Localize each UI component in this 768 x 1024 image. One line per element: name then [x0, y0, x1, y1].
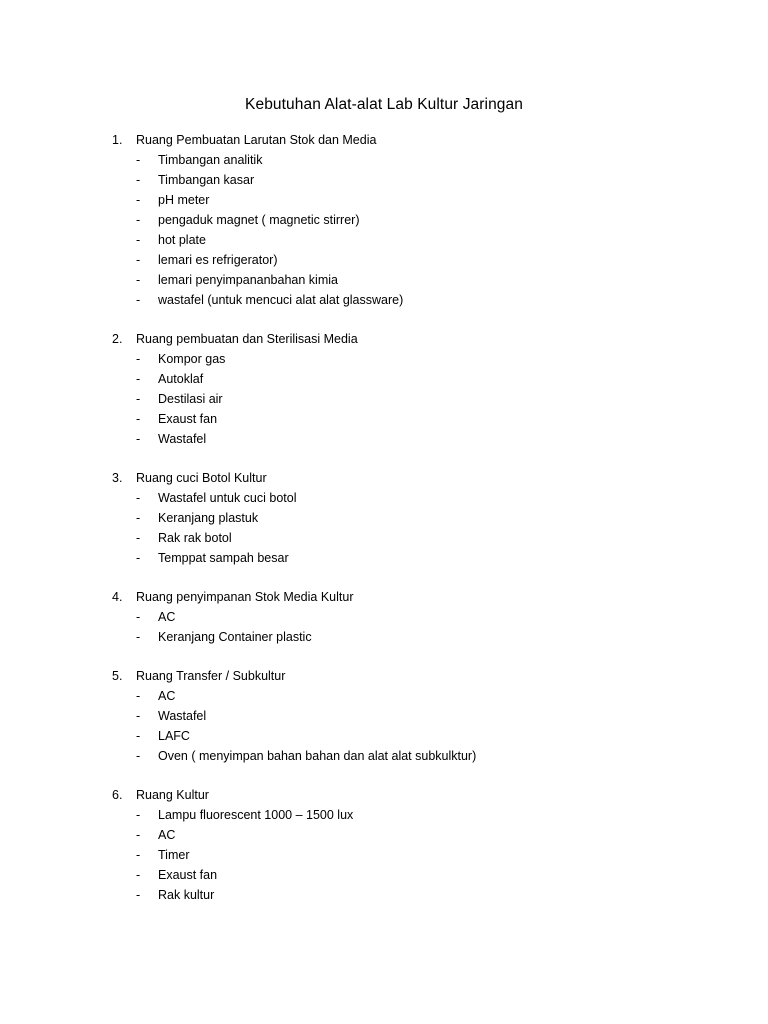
section-title: Ruang Transfer / Subkultur: [136, 669, 286, 683]
list-item: [0, 270, 768, 290]
list-item-text: Autoklaf: [158, 372, 204, 386]
list-item: [0, 548, 768, 568]
bullet-dash: -: [136, 808, 141, 822]
list-item: [0, 429, 768, 449]
list-item: [0, 150, 768, 170]
bullet-dash: -: [136, 729, 141, 743]
bullet-dash: -: [136, 610, 141, 624]
section-number: 6.: [112, 788, 123, 802]
bullet-dash: -: [136, 432, 141, 446]
bullet-dash: -: [136, 630, 141, 644]
bullet-dash: -: [136, 551, 141, 565]
bullet-dash: -: [136, 848, 141, 862]
section-heading: [0, 785, 768, 805]
list-item: [0, 210, 768, 230]
section-title: Ruang penyimpanan Stok Media Kultur: [136, 590, 354, 604]
section-list: [0, 130, 768, 924]
list-item-text: AC: [158, 610, 176, 624]
list-item: [0, 746, 768, 766]
section: [0, 468, 768, 568]
section-title: Ruang Kultur: [136, 788, 209, 802]
list-item-text: Rak rak botol: [158, 531, 232, 545]
list-item: [0, 726, 768, 746]
list-item-text: Wastafel: [158, 432, 207, 446]
list-item: [0, 409, 768, 429]
section-number: 5.: [112, 669, 123, 683]
section: [0, 329, 768, 449]
list-item-text: Exaust fan: [158, 868, 218, 882]
list-item: [0, 805, 768, 825]
bullet-dash: -: [136, 412, 141, 426]
list-item: [0, 488, 768, 508]
list-item-text: Keranjang plastuk: [158, 511, 259, 525]
bullet-dash: -: [136, 352, 141, 366]
list-item: [0, 686, 768, 706]
section: [0, 130, 768, 310]
list-item: [0, 190, 768, 210]
list-item: [0, 170, 768, 190]
bullet-dash: -: [136, 888, 141, 902]
list-item-text: pengaduk magnet ( magnetic stirrer): [158, 213, 360, 227]
list-item: [0, 230, 768, 250]
list-item: [0, 885, 768, 905]
list-item-text: AC: [158, 689, 176, 703]
list-item-text: Oven ( menyimpan bahan bahan dan alat alat subkulktur): [158, 749, 477, 763]
list-item-text: lemari penyimpananbahan kimia: [158, 273, 338, 287]
section-number: 2.: [112, 332, 123, 346]
list-item-text: pH meter: [158, 193, 210, 207]
section-number: 1.: [112, 133, 123, 147]
list-item-text: Wastafel untuk cuci botol: [158, 491, 297, 505]
bullet-dash: -: [136, 293, 141, 307]
bullet-dash: -: [136, 709, 141, 723]
list-item: [0, 528, 768, 548]
section: [0, 587, 768, 647]
list-item: [0, 865, 768, 885]
bullet-dash: -: [136, 531, 141, 545]
section-heading: [0, 468, 768, 488]
bullet-dash: -: [136, 689, 141, 703]
list-item-text: LAFC: [158, 729, 190, 743]
list-item: [0, 627, 768, 647]
section-number: 3.: [112, 471, 123, 485]
list-item: [0, 290, 768, 310]
bullet-dash: -: [136, 213, 141, 227]
section-title: Ruang cuci Botol Kultur: [136, 471, 267, 485]
list-item-text: Timbangan kasar: [158, 173, 255, 187]
list-item-text: Rak kultur: [158, 888, 215, 902]
section-heading: [0, 666, 768, 686]
list-item-text: Timer: [158, 848, 190, 862]
section-title: Ruang Pembuatan Larutan Stok dan Media: [136, 133, 377, 147]
list-item-text: Timbangan analitik: [158, 153, 263, 167]
list-item-text: Exaust fan: [158, 412, 218, 426]
list-item-text: Kompor gas: [158, 352, 226, 366]
bullet-dash: -: [136, 511, 141, 525]
list-item: [0, 250, 768, 270]
document-title: Kebutuhan Alat-alat Lab Kultur Jaringan: [245, 96, 523, 113]
list-item: [0, 508, 768, 528]
bullet-dash: -: [136, 153, 141, 167]
list-item: [0, 845, 768, 865]
list-item-text: Destilasi air: [158, 392, 223, 406]
bullet-dash: -: [136, 372, 141, 386]
bullet-dash: -: [136, 491, 141, 505]
bullet-dash: -: [136, 273, 141, 287]
bullet-dash: -: [136, 749, 141, 763]
list-item: [0, 389, 768, 409]
list-item: [0, 349, 768, 369]
list-item-text: Keranjang Container plastic: [158, 630, 312, 644]
list-item: [0, 706, 768, 726]
section-heading: [0, 587, 768, 607]
section: [0, 785, 768, 905]
section-title: Ruang pembuatan dan Sterilisasi Media: [136, 332, 358, 346]
bullet-dash: -: [136, 193, 141, 207]
list-item-text: Lampu fluorescent 1000 – 1500 lux: [158, 808, 354, 822]
section-heading: [0, 130, 768, 150]
list-item: [0, 825, 768, 845]
section-number: 4.: [112, 590, 123, 604]
bullet-dash: -: [136, 828, 141, 842]
bullet-dash: -: [136, 173, 141, 187]
list-item-text: Wastafel: [158, 709, 207, 723]
list-item: [0, 607, 768, 627]
section-heading: [0, 329, 768, 349]
bullet-dash: -: [136, 233, 141, 247]
list-item: [0, 369, 768, 389]
section: [0, 666, 768, 766]
list-item-text: lemari es refrigerator): [158, 253, 278, 267]
bullet-dash: -: [136, 392, 141, 406]
list-item-text: Temppat sampah besar: [158, 551, 289, 565]
bullet-dash: -: [136, 253, 141, 267]
bullet-dash: -: [136, 868, 141, 882]
list-item-text: AC: [158, 828, 176, 842]
list-item-text: wastafel (untuk mencuci alat alat glassware): [158, 293, 404, 307]
list-item-text: hot plate: [158, 233, 206, 247]
